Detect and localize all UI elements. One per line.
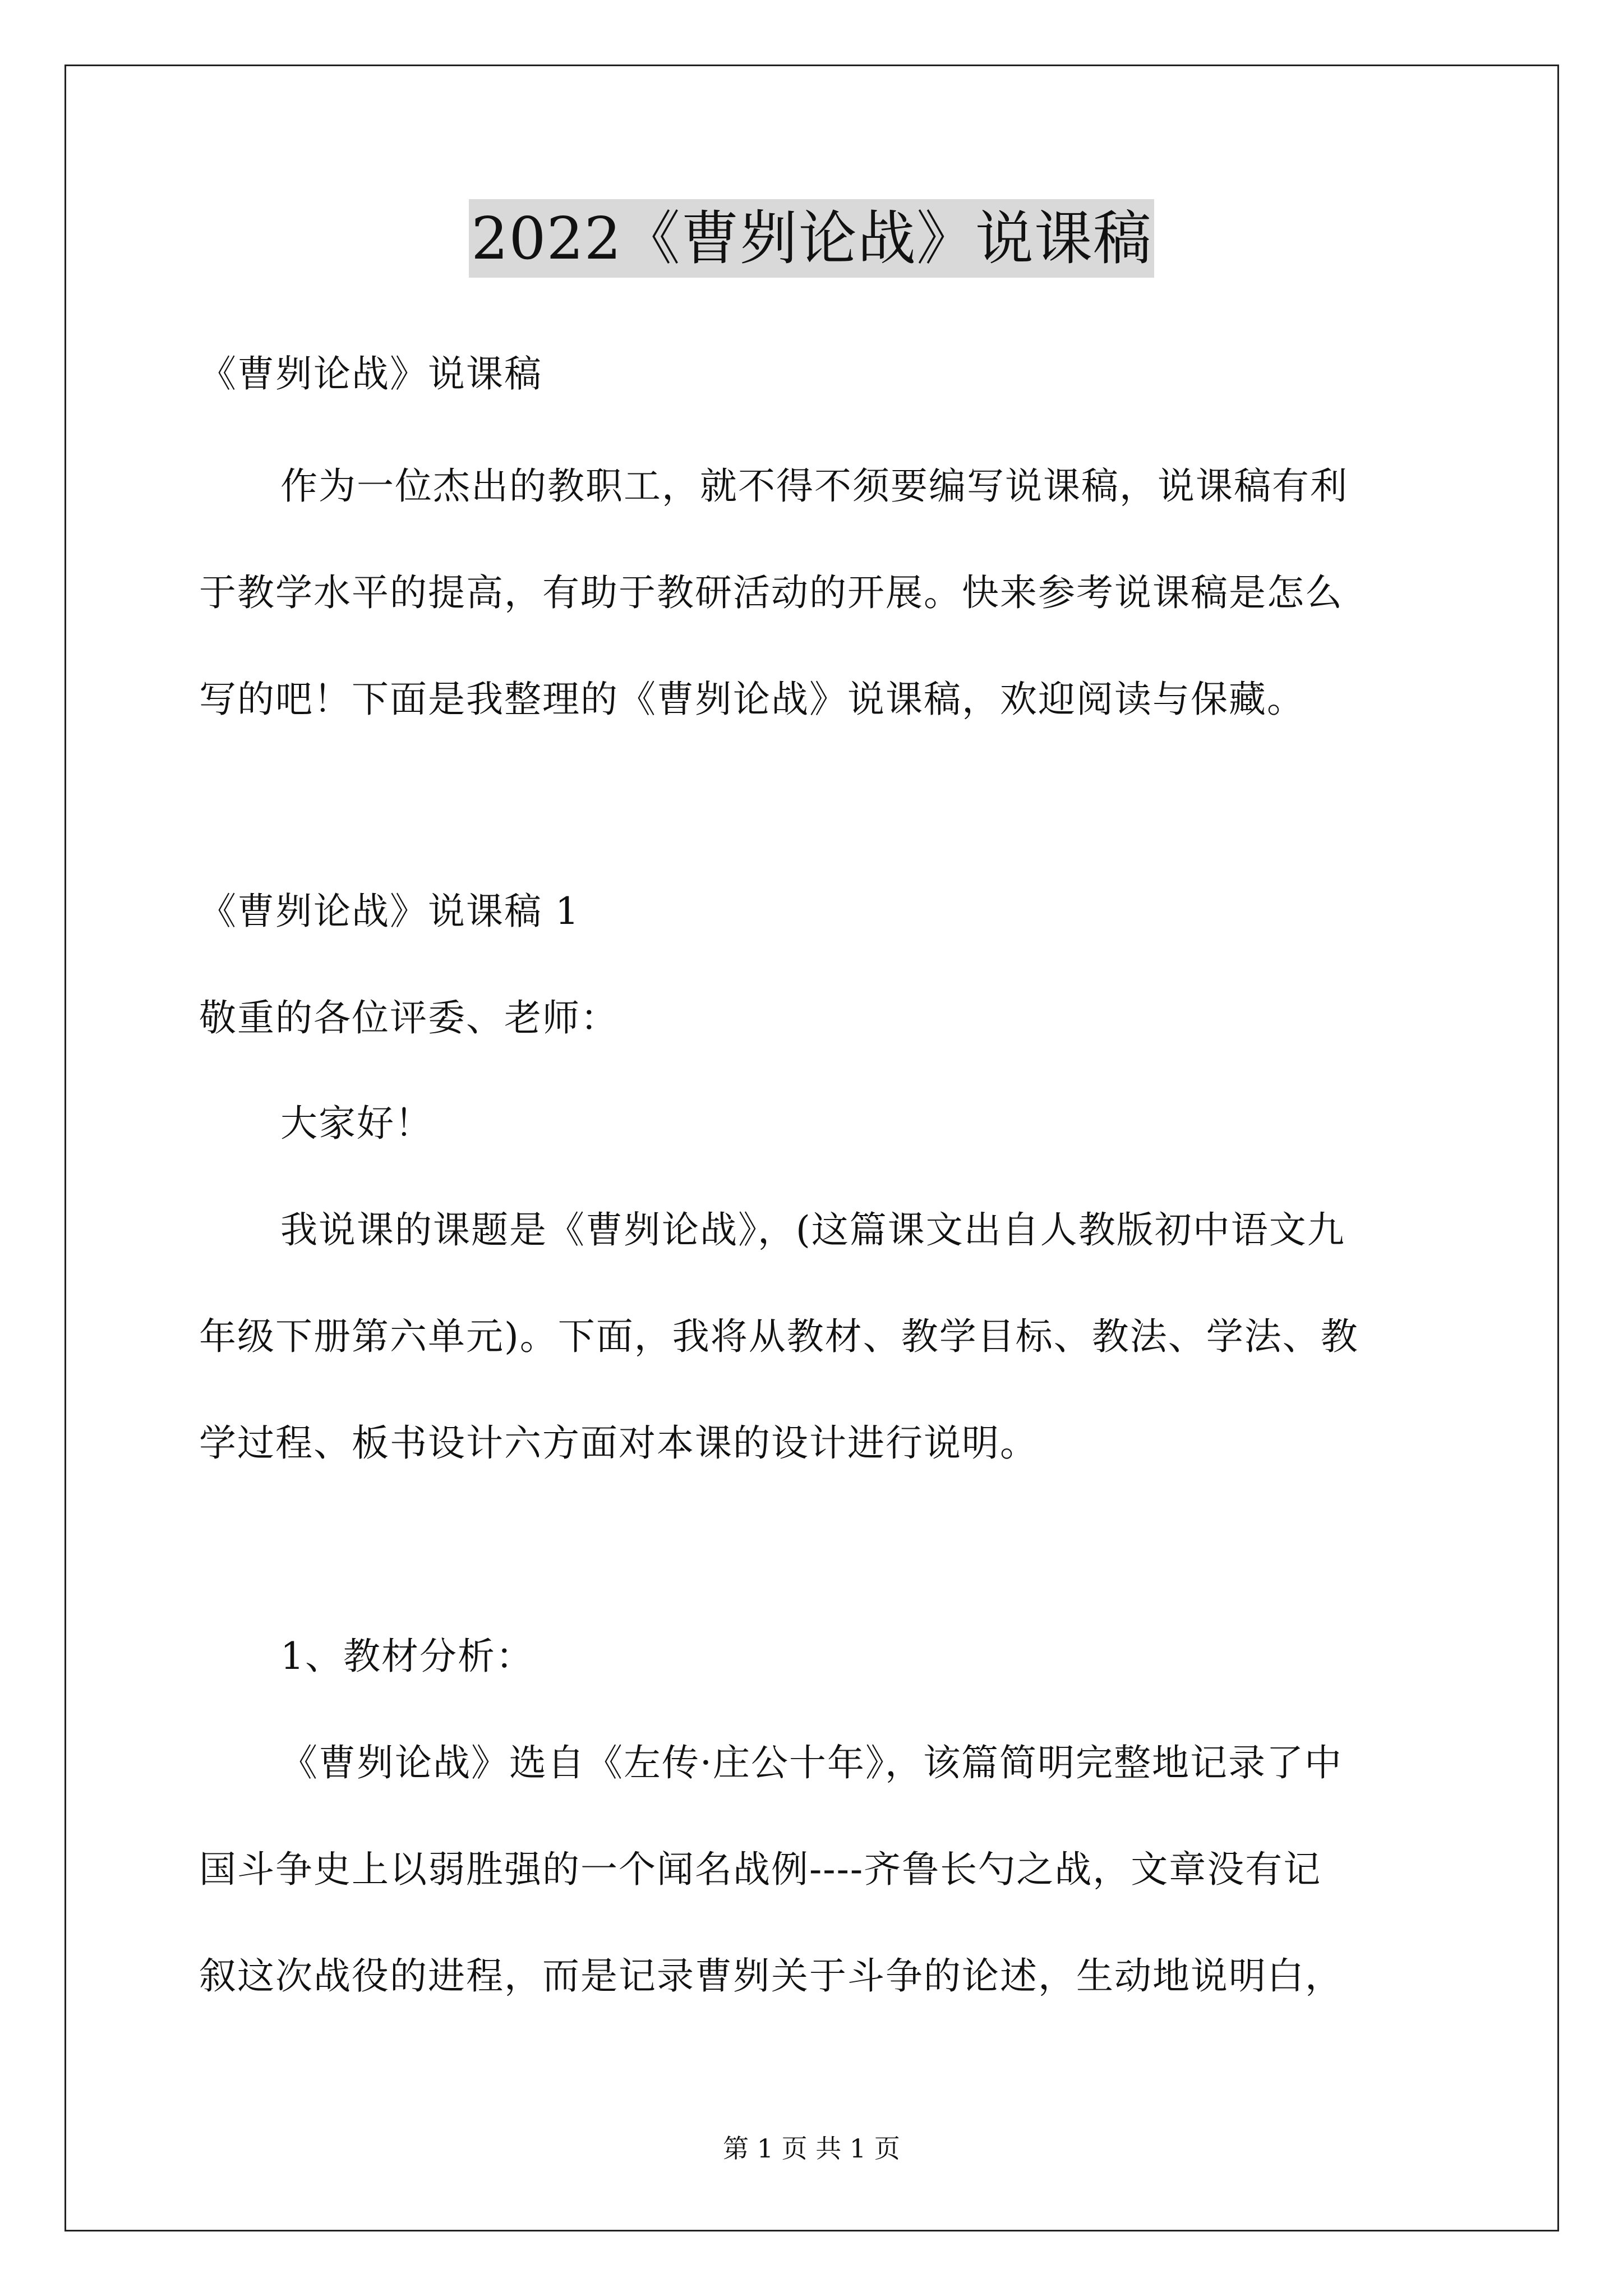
paragraph-line: 作为一位杰出的教职工，就不得不须要编写说课稿，说课稿有利 bbox=[280, 464, 1348, 508]
title-container bbox=[0, 199, 1623, 278]
paragraph-line: 国斗争史上以弱胜强的一个闻名战例----齐鲁长勺之战，文章没有记 bbox=[199, 1848, 1322, 1891]
subtitle-line: 《曹刿论战》说课稿 bbox=[199, 352, 542, 395]
section-subheading: 1、教材分析： bbox=[280, 1635, 534, 1678]
page-footer: 第 1 页 共 1 页 bbox=[723, 2133, 900, 2164]
paragraph-line: 年级下册第六单元)。下面，我将从教材、教学目标、教法、学法、教 bbox=[199, 1315, 1359, 1358]
paragraph-line: 《曹刿论战》选自《左传·庄公十年》，该篇简明完整地记录了中 bbox=[280, 1741, 1343, 1784]
paragraph-line: 于教学水平的提高，有助于教研活动的开展。快来参考说课稿是怎么 bbox=[199, 571, 1343, 614]
paragraph-line: 学过程、板书设计六方面对本课的设计进行说明。 bbox=[199, 1421, 1038, 1465]
section-heading: 《曹刿论战》说课稿 1 bbox=[199, 890, 580, 933]
document-title: 2022《曹刿论战》说课稿 bbox=[469, 199, 1154, 278]
salutation-line: 敬重的各位评委、老师： bbox=[199, 996, 619, 1039]
greeting-line: 大家好！ bbox=[280, 1102, 433, 1145]
paragraph-line: 写的吧！下面是我整理的《曹刿论战》说课稿，欢迎阅读与保藏。 bbox=[199, 678, 1305, 721]
paragraph-line: 我说课的课题是《曹刿论战》，(这篇课文出自人教版初中语文九 bbox=[280, 1208, 1345, 1251]
paragraph-line: 叙这次战役的进程，而是记录曹刿关于斗争的论述，生动地说明白， bbox=[199, 1954, 1343, 1998]
